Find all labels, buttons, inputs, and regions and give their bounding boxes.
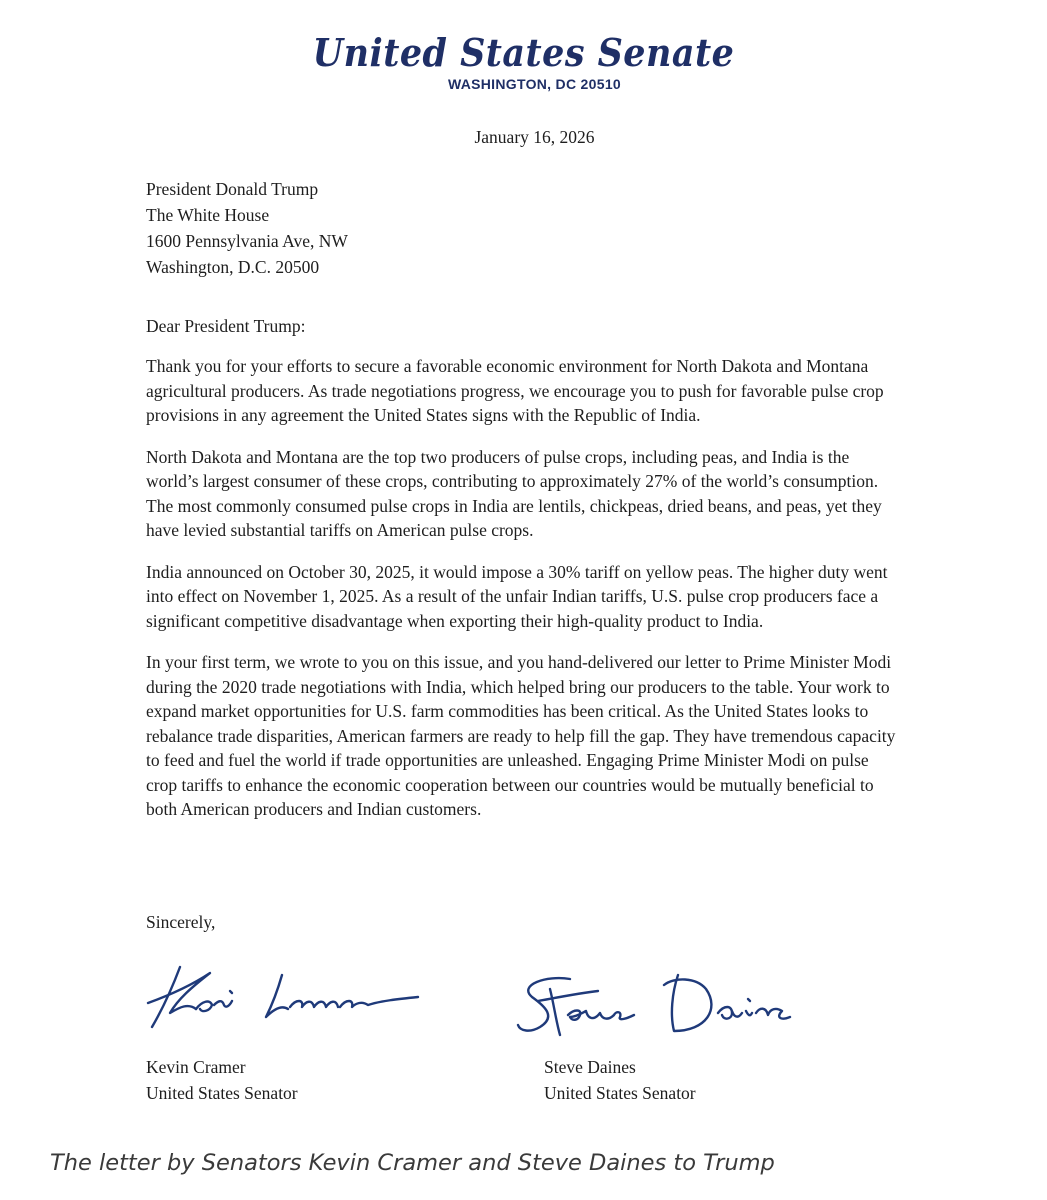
signature-kevin-cramer <box>140 955 440 1035</box>
body-paragraph-2: North Dakota and Montana are the top two producers of pulse crops, including peas, and India is the world’s largest consumer of these crops, contributing to approximately 27% of the world’s consumption. The most commonly consumed pulse crops in India are lentils, chickpeas, dried beans, and peas, yet they have levied substantial tariffs on American pulse crops. <box>146 446 882 540</box>
closing: Sincerely, <box>146 912 216 932</box>
body-paragraph-1: Thank you for your efforts to secure a favorable economic environment for North Dakota and Montana agricultural producers. As trade negotiations progress, we encourage you to push for favorable pulse crop provisions in any agreement the United States signs with the Republic of India. <box>146 356 884 425</box>
signer-block-right <box>544 1054 696 1106</box>
letterhead <box>0 30 1047 92</box>
signer-title: United States Senator <box>544 1083 696 1103</box>
signer-block-left <box>146 1054 298 1106</box>
recipient-street: 1600 Pennsylvania Ave, NW <box>146 231 348 251</box>
letter-body <box>146 354 896 839</box>
image-caption: The letter by Senators Kevin Cramer and Steve Daines to Trump <box>50 1150 775 1176</box>
senate-address: WASHINGTON, DC 20510 <box>447 76 621 92</box>
signer-name: Kevin Cramer <box>146 1057 246 1077</box>
recipient-address <box>146 176 348 280</box>
salutation: Dear President Trump: <box>146 316 306 336</box>
signature-right-drawing <box>510 965 800 1045</box>
signature-left-drawing <box>140 955 440 1035</box>
signer-title: United States Senator <box>146 1083 298 1103</box>
letter-date: January 16, 2026 <box>474 127 595 147</box>
recipient-office: The White House <box>146 205 270 225</box>
signer-name: Steve Daines <box>544 1057 636 1077</box>
signature-steve-daines <box>510 965 800 1045</box>
body-paragraph-4: In your first term, we wrote to you on this issue, and you hand-delivered our letter to Prime Minister Modi during the 2020 trade negotiations with India, which helped bring our producers to the table. Your work to expand market opportunities for U.S. farm commodities has been critical. As the United States looks to rebalance trade disparities, American farmers are ready to help fill the gap. They have tremendous capacity to feed and fuel the world if trade opportunities are unleashed. Engaging Prime Minister Modi on pulse crop tariffs to enhance the economic cooperation between our countries would be mutually beneficial to both American producers and Indian customers. <box>146 652 896 819</box>
body-paragraph-3: India announced on October 30, 2025, it would impose a 30% tariff on yellow peas. The higher duty went into effect on November 1, 2025. As a result of the unfair Indian tariffs, U.S. pulse crop producers face a significant competitive disadvantage when exporting their high-quality product to India. <box>146 561 888 631</box>
recipient-name: President Donald Trump <box>146 179 319 199</box>
recipient-city: Washington, D.C. 20500 <box>146 257 320 277</box>
senate-title: United States Senate <box>312 30 735 75</box>
